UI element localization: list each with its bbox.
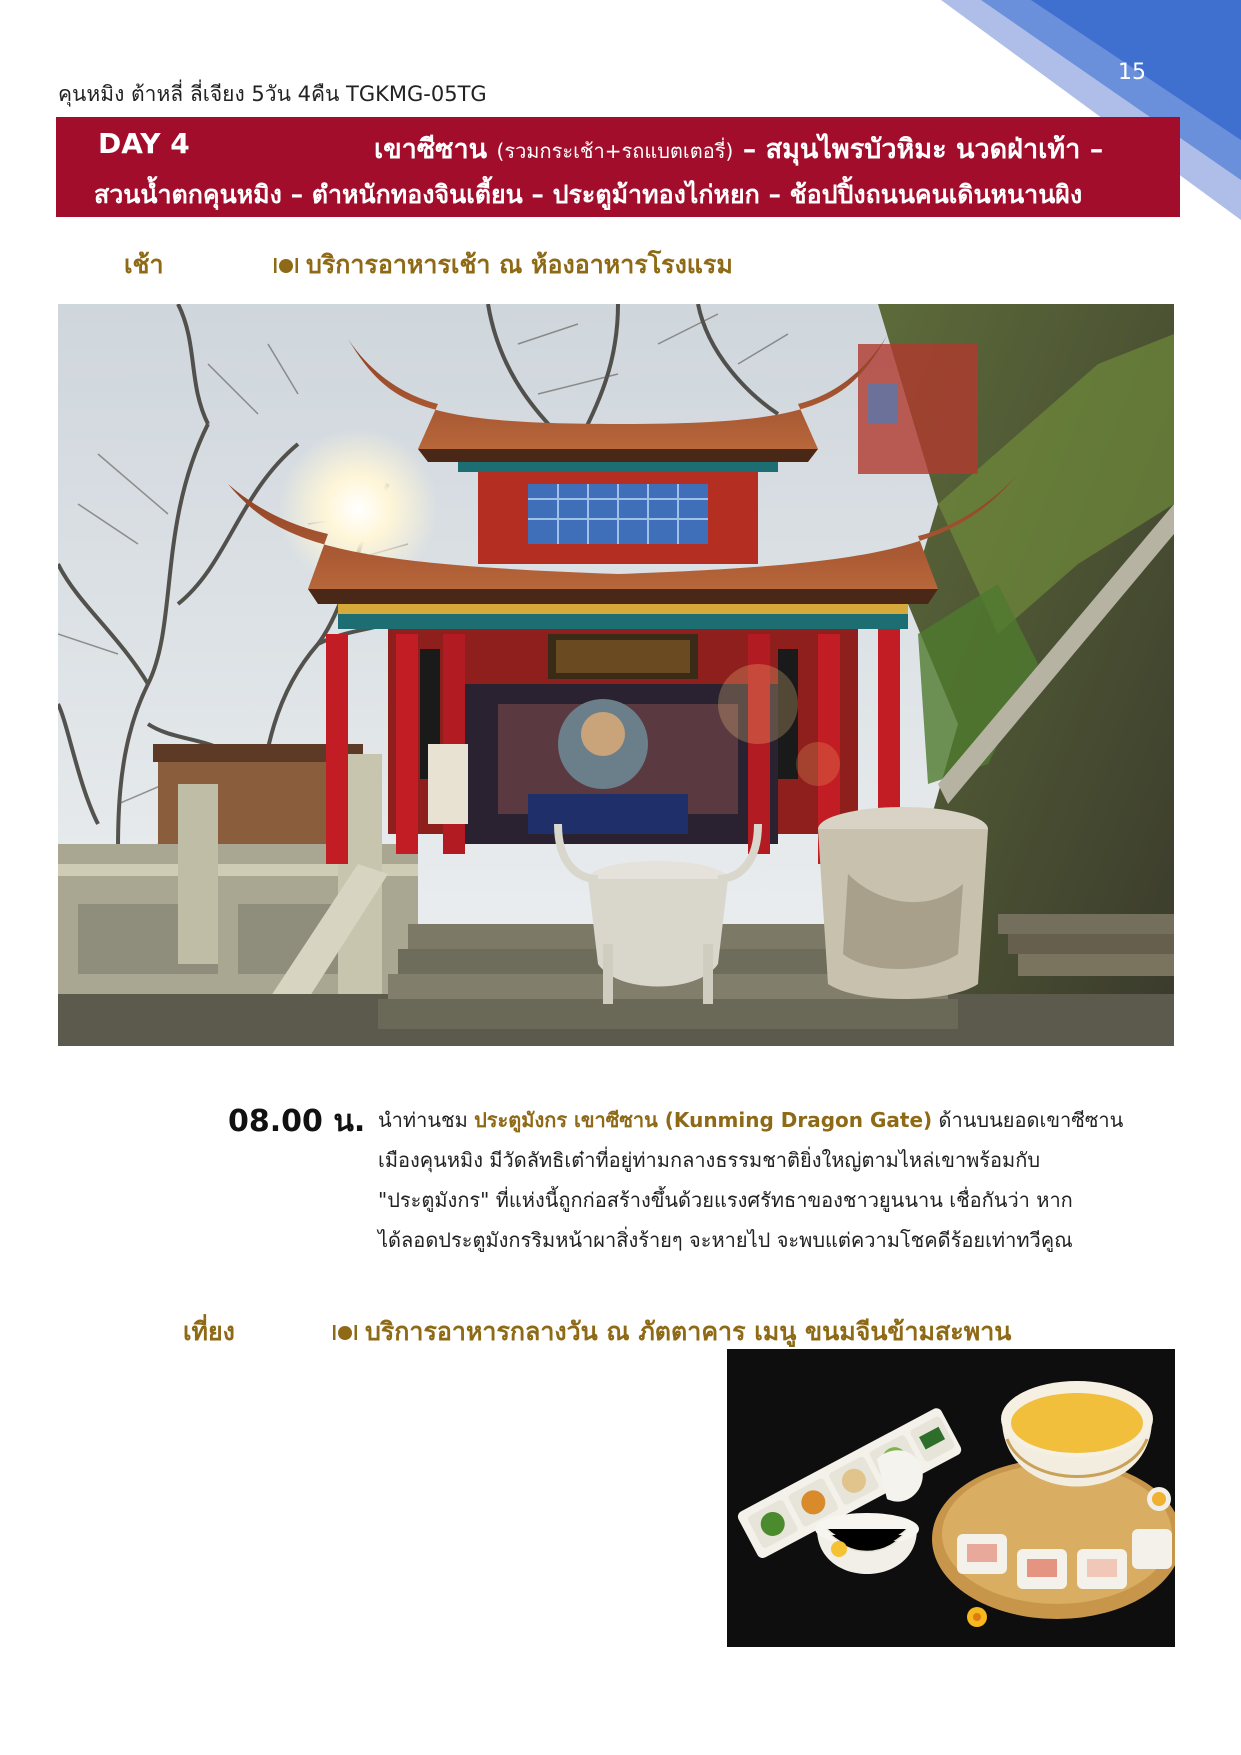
temple-photo bbox=[58, 304, 1174, 1046]
page-number: 15 bbox=[1118, 60, 1146, 85]
day-title-line2: สวนน้ำตกคุนหมิง – ตำหนักทองจินเตี้ยน – ประตูม้าทองไก่หยก – ช้อปปิ้งถนนคนเดินหนานผิง bbox=[94, 180, 1083, 209]
itinerary-description bbox=[378, 1100, 1178, 1260]
dining-icon bbox=[274, 255, 298, 275]
breakfast-description: บริการอาหารเช้า ณ ห้องอาหารโรงแรม bbox=[306, 250, 733, 279]
noodle-illustration bbox=[727, 1349, 1175, 1647]
trip-header: คุนหมิง ต้าหลี่ ลี่เจียง 5วัน 4คืน TGKMG-05TG bbox=[58, 82, 487, 106]
lunch-time: เที่ยง bbox=[183, 1317, 235, 1346]
day-banner bbox=[56, 117, 1180, 217]
lunch-description-wrap bbox=[333, 1312, 1011, 1352]
temple-illustration bbox=[58, 304, 1174, 1046]
lunch-description: บริการอาหารกลางวัน ณ ภัตตาคาร เมนู ขนมจีนข้ามสะพาน bbox=[365, 1317, 1012, 1346]
itinerary-line-3: "ประตูมังกร" ที่แห่งนี้ถูกก่อสร้างขึ้นด้วยแรงศรัทธาของชาวยูนนาน เชื่อกันว่า หาก bbox=[378, 1188, 1073, 1212]
breakfast-row bbox=[124, 245, 1024, 281]
day-title-line1 bbox=[374, 127, 1103, 170]
breakfast-time: เช้า bbox=[124, 250, 164, 279]
itinerary-highlight: ประตูมังกร เขาซีซาน (Kunming Dragon Gate) bbox=[474, 1108, 933, 1132]
itinerary-line-4: ได้ลอดประตูมังกรริมหน้าผาสิ่งร้ายๆ จะหายไป จะพบแต่ความโชคดีร้อยเท่าทวีคูณ bbox=[378, 1228, 1073, 1252]
noodle-set-photo bbox=[727, 1349, 1175, 1647]
dining-icon bbox=[333, 1322, 357, 1342]
day-label: DAY 4 bbox=[98, 127, 190, 160]
day-title-rest: – สมุนไพรบัวหิมะ นวดฝ่าเท้า – bbox=[742, 134, 1104, 165]
day-title-small: (รวมกระเช้า+รถแบตเตอรี่) bbox=[496, 139, 734, 163]
itinerary-line1-rest: ด้านบนยอดเขาซีซาน bbox=[938, 1108, 1124, 1132]
breakfast-description-wrap bbox=[274, 245, 733, 285]
lunch-row bbox=[183, 1312, 1083, 1348]
itinerary-line-1 bbox=[378, 1100, 1178, 1140]
itinerary-line-2: เมืองคุนหมิง มีวัดลัทธิเต๋าที่อยู่ท่ามกลางธรรมชาติยิ่งใหญ่ตามไหล่เขาพร้อมกับ bbox=[378, 1148, 1041, 1172]
itinerary-lead: นำท่านชม bbox=[378, 1108, 468, 1132]
itinerary-time: 08.00 น. bbox=[228, 1104, 366, 1139]
day-title-main: เขาซีซาน bbox=[374, 134, 488, 165]
